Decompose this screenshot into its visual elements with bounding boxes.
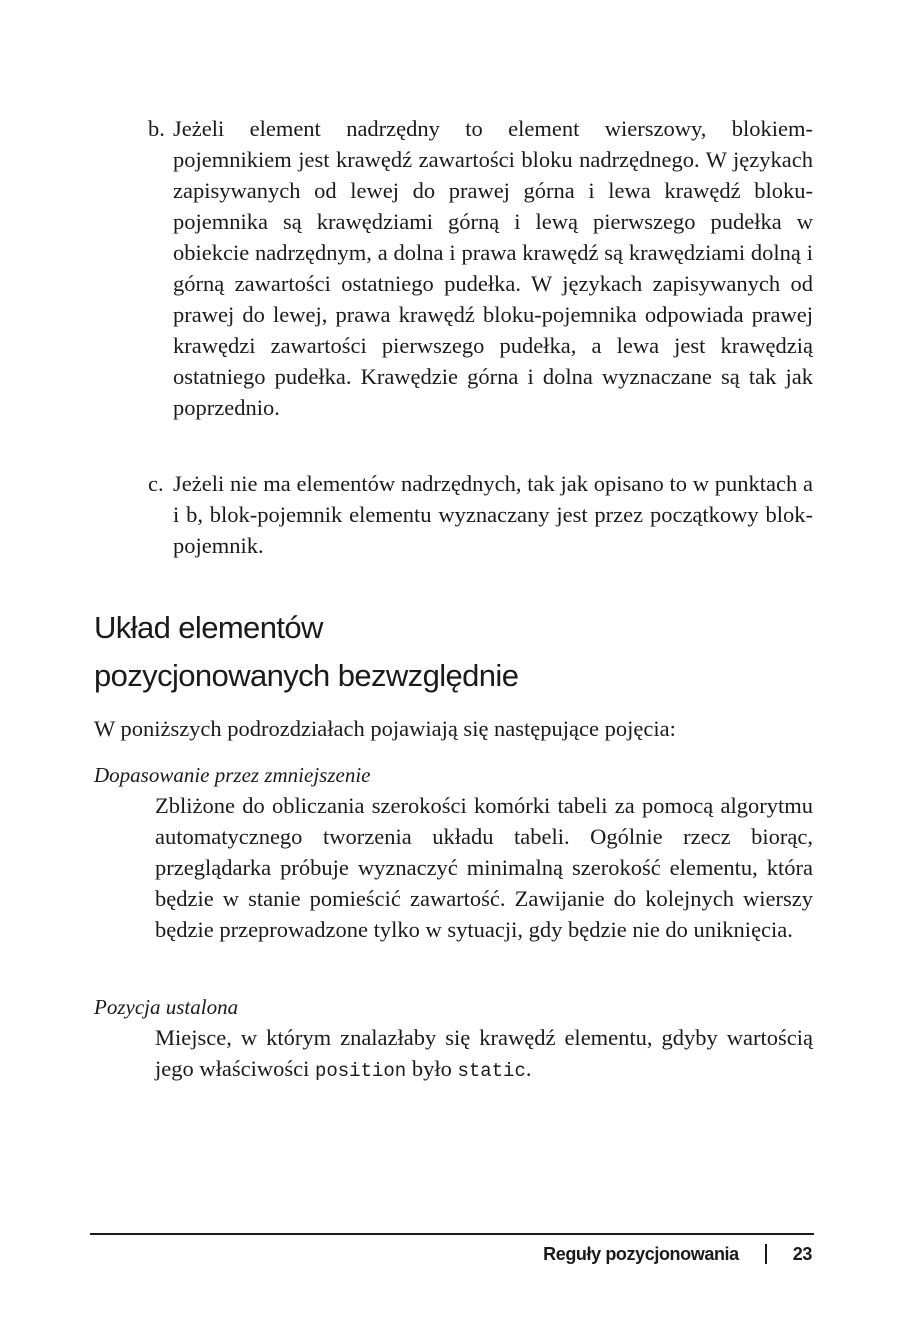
page-number: 23 — [792, 1244, 812, 1264]
section-heading-line2: pozycjonowanych bezwzględnie — [94, 658, 519, 693]
list-text-c: Jeżeli nie ma elementów nadrzędnych, tak jak opisano to w punktach a i b, blok-pojemnik elementu wyznaczany jest przez początkowy blok-pojemnik. — [173, 471, 813, 558]
footer-separator — [765, 1244, 767, 1264]
footer-rule — [90, 1233, 814, 1235]
page-footer — [543, 1241, 812, 1267]
definition-term-shrink-to-fit: Dopasowanie przez zmniejszenie — [94, 763, 371, 787]
definition-text-after: . — [525, 1056, 532, 1081]
code-static: static — [457, 1060, 526, 1082]
definition-text-middle: było — [406, 1056, 458, 1081]
definition-term-static-position: Pozycja ustalona — [94, 995, 239, 1019]
definition-body-static-position — [155, 1022, 813, 1087]
list-marker-b: b. — [148, 116, 165, 141]
list-marker-c: c. — [148, 471, 164, 496]
list-item-c — [148, 468, 813, 561]
section-intro: W poniższych podrozdziałach pojawiają się następujące pojęcia: — [94, 716, 676, 741]
list-item-b — [148, 113, 813, 423]
code-position: position — [314, 1060, 407, 1082]
definition-body-shrink-to-fit: Zbliżone do obliczania szerokości komórki tabeli za pomocą algorytmu automatycznego tworzenia układu tabeli. Ogólnie rzecz biorąc, przeglądarka próbuje wyznaczyć minimalną szerokość elementu, która będzie w stanie pomieścić zawartość. Zawijanie do kolejnych wierszy będzie przeprowadzone tylko w sytuacji, gdy będzie nie do uniknięcia. — [155, 793, 813, 942]
section-heading — [94, 604, 814, 700]
footer-chapter-title: Reguły pozycjonowania — [543, 1244, 739, 1264]
definition-text-before: Miejsce, w którym znalazłaby się krawędź elementu, gdyby wartością jego właściwości — [155, 1025, 813, 1081]
section-heading-line1: Układ elementów — [94, 610, 323, 645]
list-text-b: Jeżeli element nadrzędny to element wierszowy, blokiem-pojemnikiem jest krawędź zawartości bloku nadrzędnego. W językach zapisywanych od lewej do prawej górna i lewa krawędź bloku-pojemnika są krawędziami górną i lewą pierwszego pudełka w obiekcie nadrzędnym, a dolna i prawa krawędź są krawędziami dolną i górną zawartości ostatniego pudełka. W językach zapisywanych od prawej do lewej, prawa krawędź bloku-pojemnika odpowiada prawej krawędzi zawartości pierwszego pudełka, a lewa jest krawędzią ostatniego pudełka. Krawędzie górna i dolna wyznaczane są tak jak poprzednio. — [173, 116, 813, 420]
